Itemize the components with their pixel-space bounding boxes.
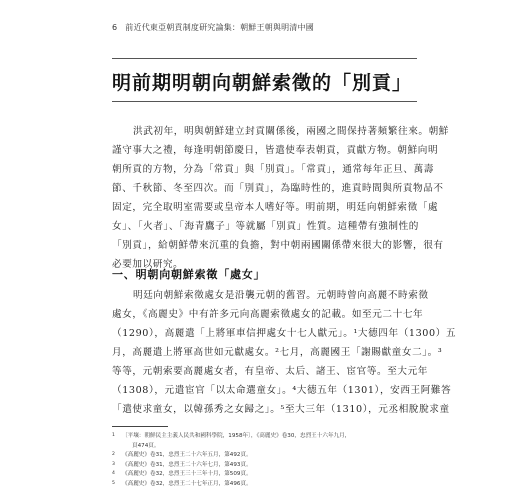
footnote-number: 3: [112, 461, 115, 467]
footnote-text: 《高麗史》卷31，忠烈王二十六年五月，第492頁。: [122, 452, 252, 458]
running-title: 前近代東亞朝貢制度研究論集：朝鮮王朝與明清中國: [125, 23, 314, 32]
section-heading: 一、明朝向朝鮮索徵「處女」: [112, 268, 266, 281]
footnote-2: [112, 451, 422, 461]
paragraph-line: 固定，完全取明室需要或皇帝本人嗜好等。明前期，明廷向朝鮮索徵「處: [112, 202, 439, 213]
paragraph-line: （1290），高麗遣「上將軍車信押處女十七人獻元」。¹大德四年（1300）五: [112, 328, 457, 339]
running-header: [112, 22, 442, 33]
paragraph-line: 必要加以研究。: [112, 259, 184, 270]
footnote-3: [112, 461, 422, 471]
footnote-text: 《高麗史》卷32，忠烈王三十三年十月，第509頁。: [122, 471, 252, 477]
paragraph-line: 朝所貢的方物，分為「常貢」與「別貢」。「常貢」，通常每年正旦、萬壽: [112, 164, 434, 175]
footnote-text: 《高麗史》卷32，忠烈王二十七年正月，第496頁。: [122, 480, 252, 487]
title-top-rule: [112, 58, 417, 59]
paragraph-line: 「遣使求童女，以韓孫秀之女歸之」。⁵至大三年（1310），元丞相脫脫求童: [112, 404, 450, 415]
paragraph-line: 明廷向朝鮮索徵處女是沿襲元朝的舊習。元朝時曾向高麗不時索徵: [133, 290, 429, 301]
paragraph-line: （1308），元遣宦官「以太命選童女」。⁴大德五年（1301），安西王阿難答: [112, 385, 452, 396]
intro-paragraph: [112, 122, 450, 274]
paragraph-line: 謹守事大之禮，每逢明朝節慶日，皆遣使奉表朝貢，貢獻方物。朝鮮向明: [112, 145, 439, 156]
section-paragraph: [112, 286, 457, 419]
footnote-number: 2: [112, 452, 115, 457]
chapter-title: 明前期明朝向朝鮮索徵的「別貢」: [112, 72, 413, 94]
footnote-text: 〔平壤：朝鮮民主主義人民共和國科學院，1958年〕，《高麗史》卷30，忠烈王十六年九月，: [122, 433, 351, 439]
page-number: 6: [112, 23, 118, 32]
footnotes: [112, 432, 422, 489]
paragraph-line: 處女，《高麗史》中有許多元向高麗索徵處女的記載。如至元二十七年: [112, 309, 424, 320]
paragraph-line: 月，高麗遣上將軍高世如元獻處女。²七月，高麗國王「謝賜獻童女二」。³: [112, 347, 443, 358]
footnote-4: [112, 470, 422, 480]
footnote-number: 1: [112, 433, 115, 438]
paragraph-line: 女」、「火者」、「海青鷹子」等就屬「別貢」性質。這種帶有強制性的: [112, 221, 419, 232]
paragraph-line: 洪武初年，明與朝鮮建立封貢關係後，兩國之間保持著頻繁往來。朝鮮: [133, 126, 450, 137]
footnote-number: 5: [112, 480, 115, 486]
footnote-text: 《高麗史》卷31，忠烈王二十六年七月，第493頁。: [122, 461, 252, 468]
footnote-text: 頁474頁。: [132, 442, 160, 449]
paragraph-line: 等等，元朝索要高麗處女者，有皇帝、太后、諸王、宦官等。至大元年: [112, 366, 429, 377]
footnote-number: 4: [112, 471, 115, 476]
footnote-divider: [112, 426, 168, 427]
paragraph-line: 「別貢」，給朝鮮帶來沉重的負擔，對中朝兩國關係帶來很大的影響，很有: [112, 240, 444, 251]
footnote-5: [112, 480, 422, 490]
title-bottom-rule: [112, 101, 417, 102]
paragraph-line: 節、千秋節、冬至四次。而「別貢」，為臨時性的，進貢時間與所貢物品不: [112, 183, 444, 194]
footnote-1: [112, 432, 422, 451]
